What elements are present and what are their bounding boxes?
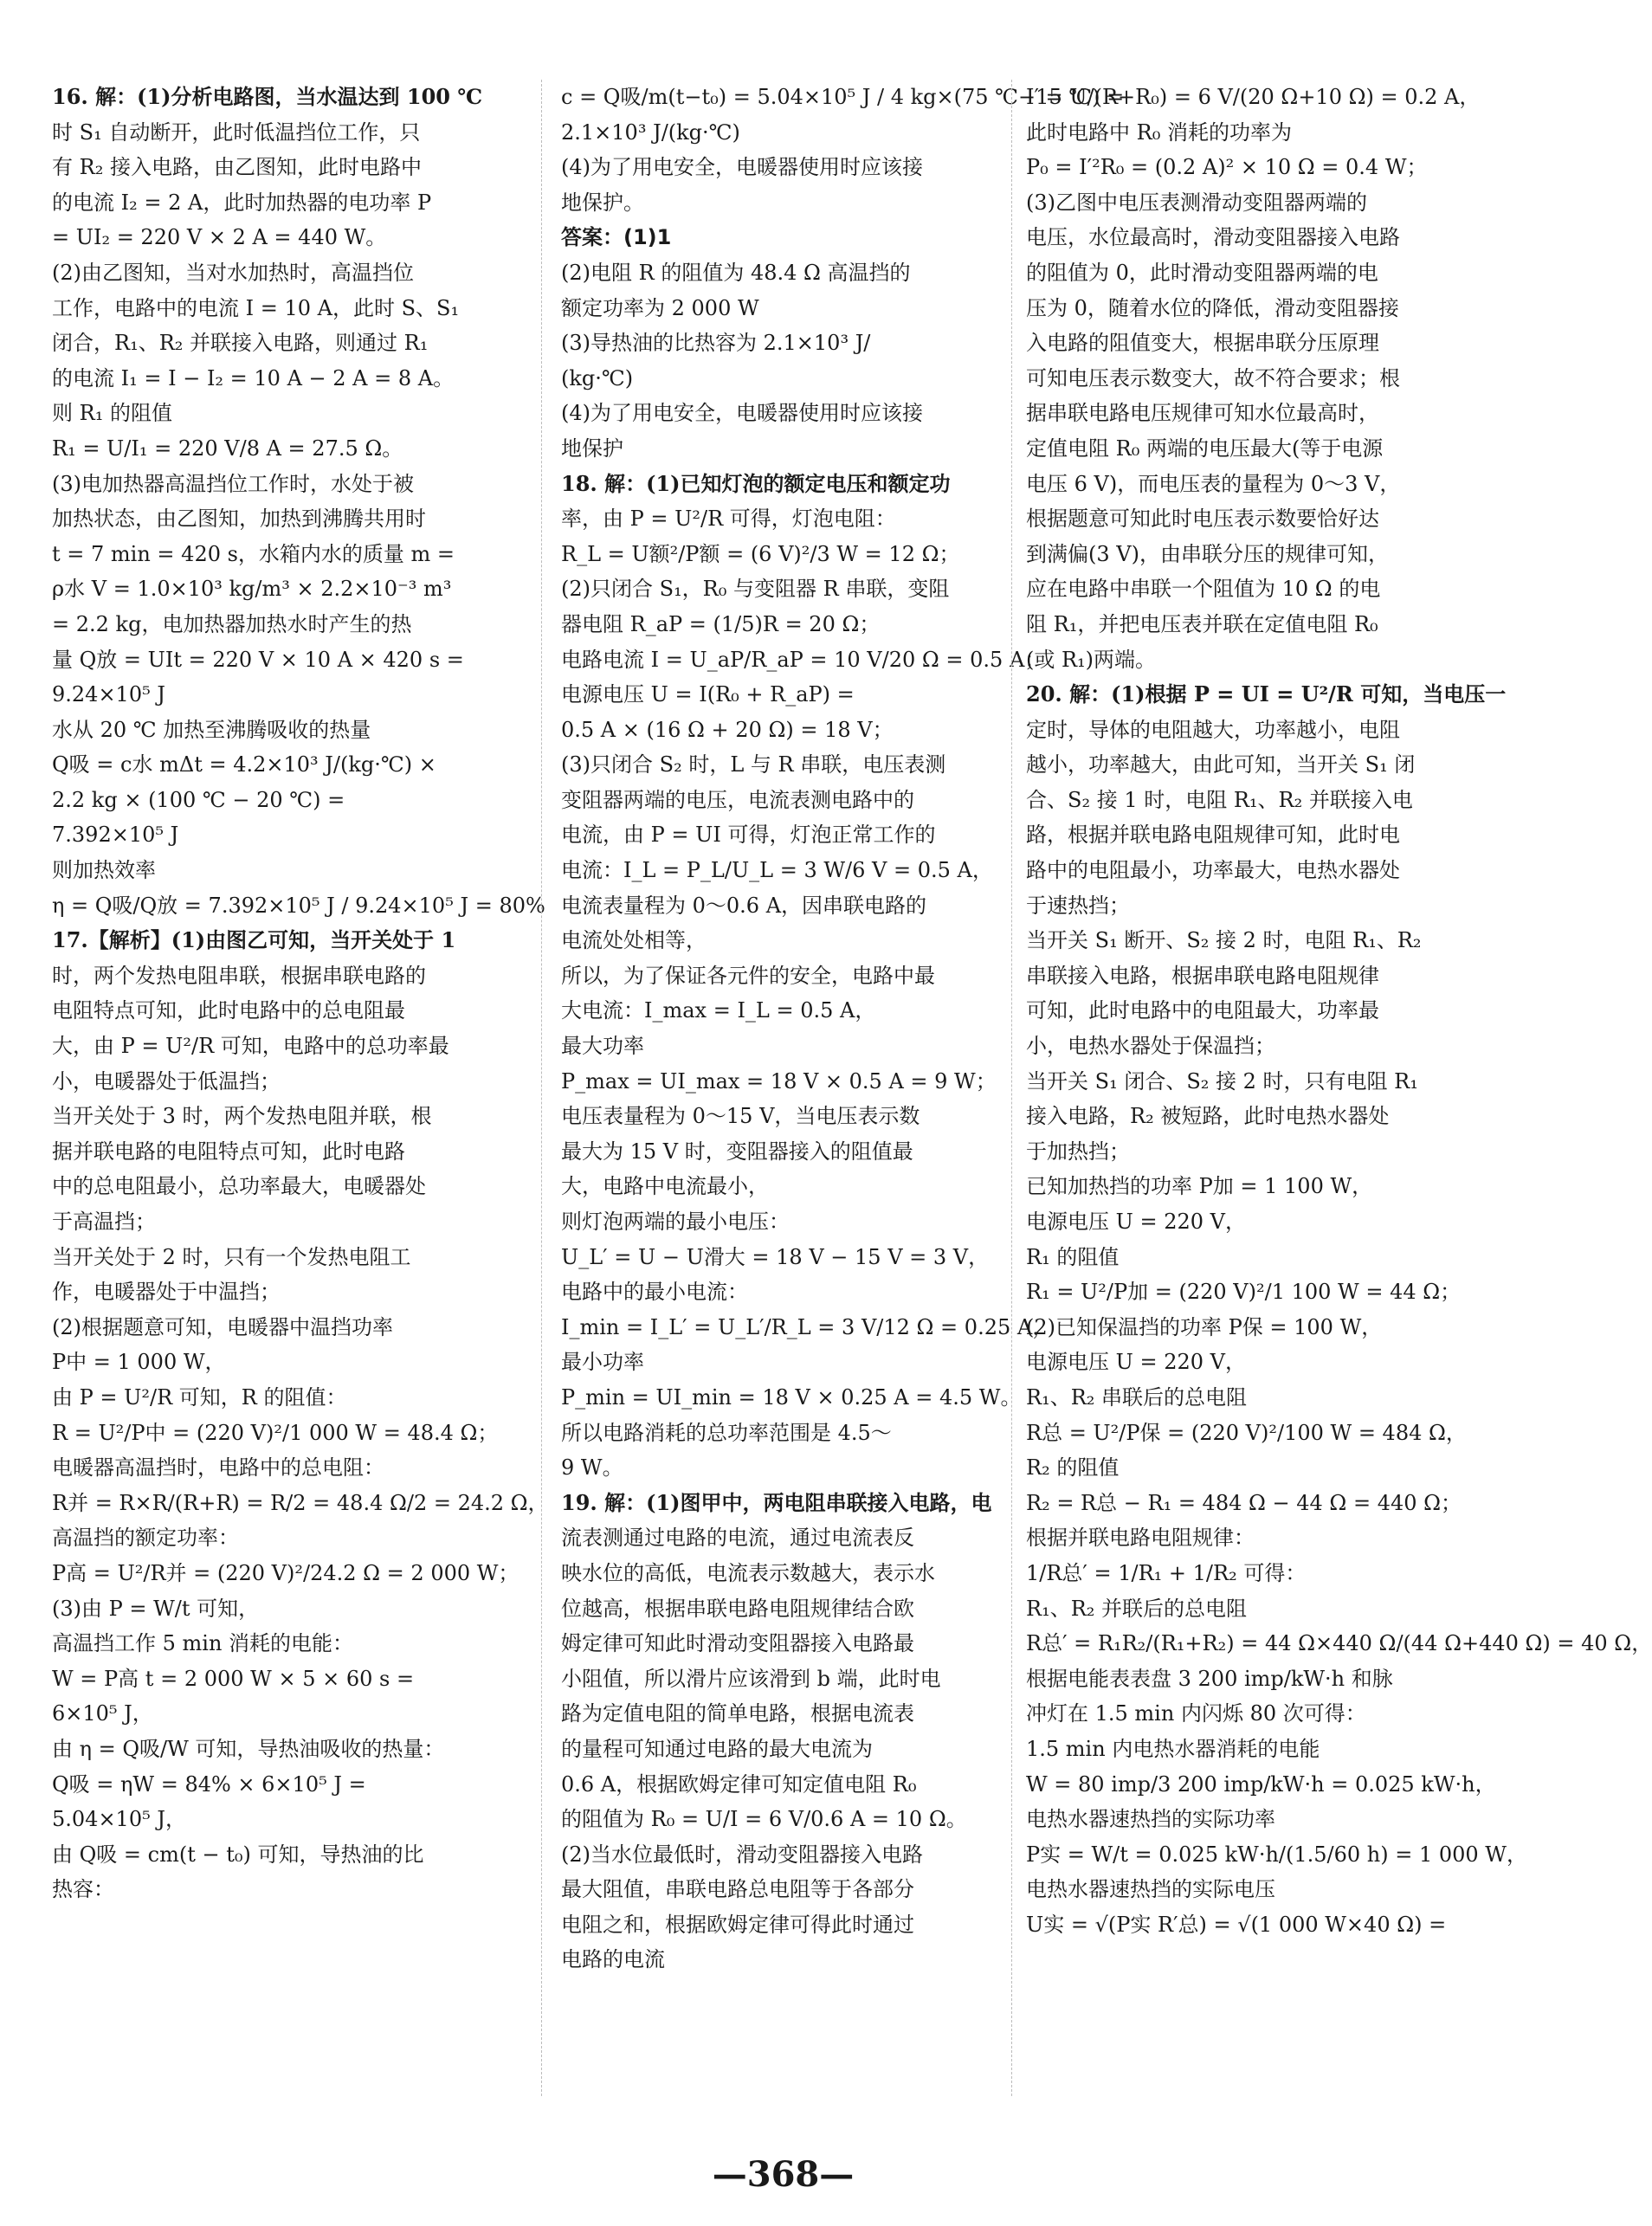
- text-line: (2)只闭合 S₁，R₀ 与变阻器 R 串联，变阻: [561, 577, 950, 602]
- text-line: 电热水器速热挡的实际电压: [1026, 1877, 1275, 1902]
- text-line: 9.24×10⁵ J: [52, 682, 165, 707]
- text-line: R总′ = R₁R₂/(R₁+R₂) = 44 Ω×440 Ω/(44 Ω+440 Ω) = 40 Ω，: [1026, 1631, 1652, 1656]
- text-line: 答案：(1)1: [561, 225, 672, 250]
- text-line: = 2.2 kg，电加热器加热水时产生的热: [52, 611, 412, 636]
- text-line: 则灯泡两端的最小电压：: [561, 1210, 790, 1234]
- text-line: Q吸 = c水 mΔt = 4.2×10³ J/(kg·℃) ×: [52, 752, 436, 777]
- text-line: 的阻值为 0，此时滑动变阻器两端的电: [1026, 260, 1378, 285]
- text-line: P₀ = I′²R₀ = (0.2 A)² × 10 Ω = 0.4 W；: [1026, 155, 1428, 180]
- text-line: 据并联电路的电阻特点可知，此时电路: [52, 1139, 405, 1164]
- text-line: W = P高 t = 2 000 W × 5 × 60 s =: [52, 1666, 415, 1691]
- text-line: 的电流 I₂ = 2 A，此时加热器的电功率 P: [52, 190, 432, 215]
- text-line: U_L′ = U − U滑大 = 18 V − 15 V = 3 V，: [561, 1244, 990, 1269]
- text-line: 阻 R₁，并把电压表并联在定值电阻 R₀: [1026, 611, 1378, 636]
- text-line: 电源电压 U = I(R₀ + R_aP) =: [561, 682, 855, 707]
- text-line: 的量程可知通过电路的最大电流为: [561, 1736, 873, 1761]
- text-line: 路，根据并联电路电阻规律可知，此时电: [1026, 823, 1400, 848]
- text-line: 到满偏(3 V)，由串联分压的规律可知，: [1026, 541, 1389, 566]
- text-line: 定时，导体的电阻越大，功率越小，电阻: [1026, 717, 1400, 742]
- text-line: 时 S₁ 自动断开，此时低温挡位工作，只: [52, 119, 421, 145]
- text-line: 5.04×10⁵ J，: [52, 1807, 186, 1832]
- text-line: 定值电阻 R₀ 两端的电压最大(等于电源: [1026, 436, 1384, 461]
- text-line: 电压表量程为 0～15 V，当电压表示数: [561, 1104, 920, 1129]
- column-right: [1026, 80, 1652, 2096]
- text-line: 流表测通过电路的电流，通过电流表反: [561, 1526, 914, 1551]
- text-line: (3)由 P = W/t 可知，: [52, 1596, 260, 1621]
- text-line: 电路电流 I = U_aP/R_aP = 10 V/20 Ω = 0.5 A；: [561, 647, 1046, 672]
- text-line: 所以电路消耗的总功率范围是 4.5～: [561, 1420, 892, 1445]
- text-line: 路为定值电阻的简单电路，根据电流表: [561, 1701, 914, 1726]
- text-line: 此时电路中 R₀ 消耗的功率为: [1026, 119, 1292, 145]
- text-line: 电路的电流: [561, 1947, 665, 1972]
- text-line: (4)为了用电安全，电暖器使用时应该接: [561, 401, 923, 426]
- text-line: 小阻值，所以滑片应该滑到 b 端，此时电: [561, 1666, 941, 1691]
- text-line: (kg·℃): [561, 365, 634, 390]
- text-line: 额定功率为 2 000 W: [561, 295, 759, 320]
- text-line: 9 W。: [561, 1455, 623, 1481]
- text-line: 0.6 A，根据欧姆定律可知定值电阻 R₀: [561, 1771, 917, 1797]
- text-line: 电阻特点可知，此时电路中的总电阻最: [52, 998, 405, 1023]
- text-line: 应在电路中串联一个阻值为 10 Ω 的电: [1026, 577, 1381, 602]
- text-line: (2)已知保温挡的功率 P保 = 100 W，: [1026, 1314, 1383, 1339]
- text-line: 的电流 I₁ = I − I₂ = 10 A − 2 A = 8 A。: [52, 365, 455, 390]
- text-line: 电暖器高温挡时，电路中的总电阻：: [52, 1455, 384, 1481]
- text-line: 电源电压 U = 220 V，: [1026, 1350, 1246, 1375]
- text-line: R₂ = R总 − R₁ = 484 Ω − 44 Ω = 440 Ω；: [1026, 1490, 1462, 1515]
- text-line: 率，由 P = U²/R 可得，灯泡电阻：: [561, 506, 896, 532]
- text-line: 量 Q放 = UIt = 220 V × 10 A × 420 s =: [52, 647, 464, 672]
- text-line: (3)导热油的比热容为 2.1×10³ J/: [561, 331, 871, 356]
- text-line: (或 R₁)两端。: [1026, 647, 1157, 672]
- text-line: 最小功率: [561, 1350, 644, 1375]
- text-line: 小，电热水器处于保温挡；: [1026, 1034, 1275, 1059]
- text-line: R并 = R×R/(R+R) = R/2 = 48.4 Ω/2 = 24.2 Ω，: [52, 1490, 549, 1515]
- text-line: 冲灯在 1.5 min 内闪烁 80 次可得：: [1026, 1701, 1366, 1726]
- text-line: 16. 解：(1)分析电路图，当水温达到 100 ℃: [52, 84, 483, 109]
- text-line: R₁ = U/I₁ = 220 V/8 A = 27.5 Ω。: [52, 436, 403, 461]
- text-line: 由 P = U²/R 可知，R 的阻值：: [52, 1384, 347, 1410]
- column-divider: [1011, 80, 1012, 2096]
- text-line: 闭合，R₁、R₂ 并联接入电路，则通过 R₁: [52, 331, 429, 356]
- text-line: 合、S₂ 接 1 时，电阻 R₁、R₂ 并联接入电: [1026, 787, 1413, 812]
- text-line: 7.392×10⁵ J: [52, 823, 179, 848]
- text-line: 1.5 min 内电热水器消耗的电能: [1026, 1736, 1320, 1761]
- text-line: 小，电暖器处于低温挡；: [52, 1068, 281, 1094]
- text-line: 当开关处于 3 时，两个发热电阻并联，根: [52, 1104, 432, 1129]
- text-line: 由 Q吸 = cm(t − t₀) 可知，导热油的比: [52, 1842, 424, 1867]
- text-line: 接入电路，R₂ 被短路，此时电热水器处: [1026, 1104, 1390, 1129]
- text-line: 最大为 15 V 时，变阻器接入的阻值最: [561, 1139, 913, 1164]
- text-line: 中的总电阻最小，总功率最大，电暖器处: [52, 1174, 426, 1199]
- text-line: R₁ 的阻值: [1026, 1244, 1120, 1269]
- text-line: 串联接入电路，根据串联电路电阻规律: [1026, 963, 1379, 988]
- text-line: 器电阻 R_aP = (1/5)R = 20 Ω；: [561, 611, 881, 636]
- text-line: = UI₂ = 220 V × 2 A = 440 W。: [52, 225, 387, 250]
- text-line: 1/R总′ = 1/R₁ + 1/R₂ 可得：: [1026, 1560, 1307, 1585]
- text-line: P_min = UI_min = 18 V × 0.25 A = 4.5 W。: [561, 1384, 1022, 1410]
- text-line: R_L = U额²/P额 = (6 V)²/3 W = 12 Ω；: [561, 541, 960, 566]
- text-line: P中 = 1 000 W，: [52, 1350, 226, 1375]
- text-line: (2)由乙图知，当对水加热时，高温挡位: [52, 260, 414, 285]
- text-line: (2)根据题意可知，电暖器中温挡功率: [52, 1314, 393, 1339]
- text-line: 根据电能表表盘 3 200 imp/kW·h 和脉: [1026, 1666, 1393, 1691]
- text-line: 可知电压表示数变大，故不符合要求；根: [1026, 365, 1400, 390]
- text-line: I′ = U/(R+R₀) = 6 V/(20 Ω+10 Ω) = 0.2 A，: [1026, 85, 1481, 109]
- text-line: 越小，功率越大，由此可知，当开关 S₁ 闭: [1026, 752, 1416, 777]
- text-line: 的阻值为 R₀ = U/I = 6 V/0.6 A = 10 Ω。: [561, 1807, 967, 1832]
- text-line: ρ水 V = 1.0×10³ kg/m³ × 2.2×10⁻³ m³: [52, 577, 452, 602]
- text-line: 变阻器两端的电压，电流表测电路中的: [561, 787, 914, 812]
- text-line: 则 R₁ 的阻值: [52, 401, 172, 426]
- text-line: 压为 0，随着水位的降低，滑动变阻器接: [1026, 295, 1399, 320]
- text-line: 0.5 A × (16 Ω + 20 Ω) = 18 V；: [561, 717, 894, 742]
- text-line: 电流处处相等，: [561, 928, 707, 953]
- text-line: 于加热挡；: [1026, 1139, 1130, 1164]
- text-line: 高温挡的额定功率：: [52, 1526, 239, 1551]
- text-line: 工作，电路中的电流 I = 10 A，此时 S、S₁: [52, 295, 460, 320]
- text-line: 映水位的高低，电流表示数越大，表示水: [561, 1560, 935, 1585]
- text-line: 据串联电路电压规律可知水位最高时，: [1026, 401, 1379, 426]
- text-line: 2.2 kg × (100 ℃ − 20 ℃) =: [52, 787, 345, 812]
- text-line: 电热水器速热挡的实际功率: [1026, 1807, 1275, 1832]
- text-line: 水从 20 ℃ 加热至沸腾吸收的热量: [52, 717, 371, 742]
- text-line: W = 80 imp/3 200 imp/kW·h = 0.025 kW·h，: [1026, 1771, 1496, 1797]
- text-line: R₁、R₂ 串联后的总电阻: [1026, 1384, 1248, 1410]
- text-line: 加热状态，由乙图知，加热到沸腾共用时: [52, 506, 426, 532]
- text-line: (2)电阻 R 的阻值为 48.4 Ω 高温挡的: [561, 260, 911, 285]
- text-line: 最大阻值，串联电路总电阻等于各部分: [561, 1877, 914, 1902]
- text-line: 电流：I_L = P_L/U_L = 3 W/6 V = 0.5 A，: [561, 858, 993, 883]
- text-line: η = Q吸/Q放 = 7.392×10⁵ J / 9.24×10⁵ J = 80%: [52, 893, 545, 918]
- text-line: 大，由 P = U²/R 可知，电路中的总功率最: [52, 1034, 449, 1059]
- text-line: 电压 6 V)，而电压表的量程为 0～3 V，: [1026, 471, 1401, 496]
- text-line: 于高温挡；: [52, 1210, 156, 1234]
- text-line: R₂ 的阻值: [1026, 1455, 1120, 1481]
- text-line: 电流，由 P = UI 可得，灯泡正常工作的: [561, 823, 936, 848]
- text-line: 最大功率: [561, 1034, 644, 1059]
- text-line: 根据并联电路电阻规律：: [1026, 1526, 1255, 1551]
- text-line: 高温挡工作 5 min 消耗的电能：: [52, 1631, 354, 1656]
- text-line: R = U²/P中 = (220 V)²/1 000 W = 48.4 Ω；: [52, 1420, 499, 1445]
- text-line: 路中的电阻最小，功率最大，电热水器处: [1026, 858, 1400, 883]
- text-line: 入电路的阻值变大，根据串联分压原理: [1026, 331, 1379, 356]
- text-line: (3)乙图中电压表测滑动变阻器两端的: [1026, 190, 1367, 215]
- text-line: 热容：: [52, 1877, 114, 1902]
- text-line: R₁ = U²/P加 = (220 V)²/1 100 W = 44 Ω；: [1026, 1280, 1462, 1305]
- text-line: 地保护。: [561, 190, 644, 215]
- text-line: P高 = U²/R并 = (220 V)²/24.2 Ω = 2 000 W；: [52, 1560, 519, 1585]
- text-line: 地保护: [561, 436, 623, 461]
- text-line: 由 η = Q吸/W 可知，导热油吸收的热量：: [52, 1736, 445, 1761]
- text-line: 可知，此时电路中的电阻最大，功率最: [1026, 998, 1379, 1023]
- text-line: U实 = √(P实 R′总) = √(1 000 W×40 Ω) =: [1026, 1912, 1447, 1937]
- text-line: 电源电压 U = 220 V，: [1026, 1210, 1246, 1234]
- text-line: 有 R₂ 接入电路，由乙图知，此时电路中: [52, 155, 422, 180]
- text-line: 所以，为了保证各元件的安全，电路中最: [561, 963, 935, 988]
- column-left: [52, 80, 549, 2096]
- text-line: 当开关 S₁ 闭合、S₂ 接 2 时，只有电阻 R₁: [1026, 1068, 1418, 1094]
- text-line: 作，电暖器处于中温挡；: [52, 1280, 281, 1305]
- text-line: 6×10⁵ J，: [52, 1701, 153, 1726]
- text-line: 于速热挡；: [1026, 893, 1130, 918]
- page-number: —368—: [712, 2154, 855, 2195]
- text-line: 当开关 S₁ 断开、S₂ 接 2 时，电阻 R₁、R₂: [1026, 928, 1422, 953]
- text-line: 时，两个发热电阻串联，根据串联电路的: [52, 963, 426, 988]
- text-line: 18. 解：(1)已知灯泡的额定电压和额定功: [561, 470, 951, 496]
- text-line: 2.1×10³ J/(kg·℃): [561, 119, 740, 145]
- text-line: t = 7 min = 420 s，水箱内水的质量 m =: [52, 541, 455, 566]
- text-line: (3)只闭合 S₂ 时，L 与 R 串联，电压表测: [561, 752, 946, 777]
- text-line: R₁、R₂ 并联后的总电阻: [1026, 1596, 1248, 1621]
- text-line: 电压，水位最高时，滑动变阻器接入电路: [1026, 225, 1400, 250]
- text-line: 大，电路中电流最小，: [561, 1174, 769, 1199]
- text-line: P实 = W/t = 0.025 kW·h/(1.5/60 h) = 1 000 W，: [1026, 1842, 1527, 1867]
- text-line: 17.【解析】(1)由图乙可知，当开关处于 1: [52, 927, 456, 953]
- text-line: 根据题意可知此时电压表示数要恰好达: [1026, 506, 1379, 532]
- text-line: 电阻之和，根据欧姆定律可得此时通过: [561, 1912, 914, 1937]
- column-divider: [541, 80, 542, 2096]
- text-line: Q吸 = ηW = 84% × 6×10⁵ J =: [52, 1771, 366, 1797]
- text-line: 大电流：I_max = I_L = 0.5 A，: [561, 998, 876, 1023]
- text-line: c = Q吸/m(t−t₀) = 5.04×10⁵ J / 4 kg×(75 ℃−15 ℃) =: [561, 85, 1125, 109]
- text-line: 则加热效率: [52, 858, 156, 883]
- text-line: 电流表量程为 0～0.6 A，因串联电路的: [561, 893, 927, 918]
- text-line: P_max = UI_max = 18 V × 0.5 A = 9 W；: [561, 1068, 997, 1094]
- text-line: I_min = I_L′ = U_L′/R_L = 3 V/12 Ω = 0.25 A，: [561, 1314, 1054, 1339]
- text-line: 姆定律可知此时滑动变阻器接入电路最: [561, 1631, 914, 1656]
- text-line: (3)电加热器高温挡位工作时，水处于被: [52, 471, 414, 496]
- text-line: (4)为了用电安全，电暖器使用时应该接: [561, 155, 923, 180]
- text-line: 位越高，根据串联电路电阻规律结合欧: [561, 1596, 914, 1621]
- text-line: 电路中的最小电流：: [561, 1280, 748, 1305]
- text-line: 20. 解：(1)根据 P = UI = U²/R 可知，当电压一: [1026, 681, 1507, 707]
- text-line: 已知加热挡的功率 P加 = 1 100 W，: [1026, 1174, 1373, 1199]
- text-line: R总 = U²/P保 = (220 V)²/100 W = 484 Ω，: [1026, 1420, 1467, 1445]
- text-line: 当开关处于 2 时，只有一个发热电阻工: [52, 1244, 411, 1269]
- text-line: (2)当水位最低时，滑动变阻器接入电路: [561, 1842, 923, 1867]
- text-line: 19. 解：(1)图甲中，两电阻串联接入电路，电: [561, 1489, 992, 1515]
